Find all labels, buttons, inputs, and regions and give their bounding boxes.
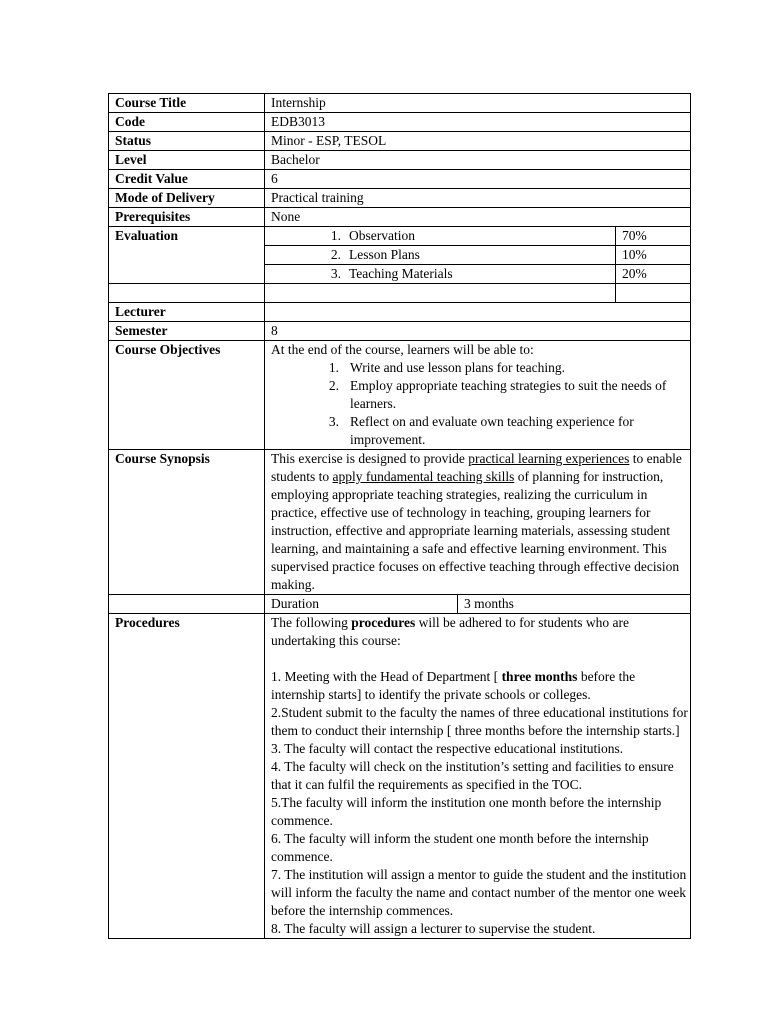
eval-name: Observation bbox=[349, 228, 415, 243]
delivery-label: Mode of Delivery bbox=[109, 189, 265, 208]
evaluation-cell bbox=[265, 227, 691, 284]
procedure-step: 2.Student submit to the faculty the names of three educational institutions for them to conduct their internship [ three months before the internship starts.] bbox=[271, 705, 688, 738]
lecturer-label: Lecturer bbox=[109, 303, 265, 322]
objectives-intro: At the end of the course, learners will be able to: bbox=[271, 342, 534, 357]
procedure-step: 1. Meeting with the Head of Department [ three months before the internship starts] to identify the private schools or colleges. bbox=[271, 669, 636, 702]
procedures-intro: The following procedures will be adhered to for students who are undertaking this course: bbox=[271, 615, 629, 648]
credit-label: Credit Value bbox=[109, 170, 265, 189]
row-credit-value bbox=[109, 170, 691, 189]
lecturer-value bbox=[265, 303, 691, 322]
row-mode-of-delivery bbox=[109, 189, 691, 208]
row-status bbox=[109, 132, 691, 151]
row-code bbox=[109, 113, 691, 132]
objectives-list bbox=[271, 359, 690, 449]
evaluation-item bbox=[265, 227, 690, 246]
eval-num: 1. bbox=[330, 228, 341, 243]
procedure-step: 6. The faculty will inform the student one month before the internship commence. bbox=[271, 831, 649, 864]
procedure-step: 5.The faculty will inform the institution one month before the internship commence. bbox=[271, 795, 662, 828]
row-lecturer bbox=[109, 303, 691, 322]
evaluation-table bbox=[265, 227, 690, 283]
procedure-step: 8. The faculty will assign a lecturer to supervise the student. bbox=[271, 921, 596, 936]
credit-value: 6 bbox=[265, 170, 691, 189]
code-label: Code bbox=[109, 113, 265, 132]
objectives-cell bbox=[265, 341, 691, 450]
procedures-cell bbox=[265, 614, 691, 939]
row-evaluation bbox=[109, 227, 691, 284]
semester-label: Semester bbox=[109, 322, 265, 341]
eval-num: 2. bbox=[330, 247, 341, 262]
evaluation-item bbox=[265, 265, 690, 284]
prereq-value: None bbox=[265, 208, 691, 227]
course-title-label: Course Title bbox=[109, 94, 265, 113]
eval-pct: 10% bbox=[616, 246, 691, 265]
procedure-step: 3. The faculty will contact the respective educational institutions. bbox=[271, 741, 624, 756]
eval-name: Teaching Materials bbox=[349, 266, 453, 281]
row-semester bbox=[109, 322, 691, 341]
synopsis-text: This exercise is designed to provide practical learning experiences to enable students to apply fundamental teaching skills of planning for instruction, employing appropriate teaching strategies, realizing the curriculum in practice, effective use of technology in teaching, grouping learners for instruction, effective and appropriate learning materials, assessing student learning, and maintaining a safe and effective learning environment. This supervised practice focuses on effective teaching through effective decision making. bbox=[265, 450, 691, 595]
procedure-step: 7. The institution will assign a mentor to guide the student and the institution will inform the faculty the name and contact number of the mentor one week before the internship commences. bbox=[271, 867, 687, 918]
level-value: Bachelor bbox=[265, 151, 691, 170]
delivery-value: Practical training bbox=[265, 189, 691, 208]
eval-pct: 20% bbox=[616, 265, 691, 284]
code-value: EDB3013 bbox=[265, 113, 691, 132]
row-level bbox=[109, 151, 691, 170]
row-course-objectives bbox=[109, 341, 691, 450]
row-prerequisites bbox=[109, 208, 691, 227]
prereq-label: Prerequisites bbox=[109, 208, 265, 227]
procedures-label: Procedures bbox=[109, 614, 265, 939]
objective-item: 2. Employ appropriate teaching strategies to suit the needs of learners. bbox=[328, 378, 667, 411]
row-duration bbox=[109, 595, 691, 614]
duration-value: 3 months bbox=[458, 595, 691, 613]
row-blank bbox=[109, 284, 691, 303]
objective-item: 1. Write and use lesson plans for teaching. bbox=[328, 360, 566, 375]
semester-value: 8 bbox=[265, 322, 691, 341]
procedure-step: 4. The faculty will check on the institution’s setting and facilities to ensure that it can fulfil the requirements as specified in the TOC. bbox=[271, 759, 674, 792]
row-course-title bbox=[109, 94, 691, 113]
evaluation-item bbox=[265, 246, 690, 265]
eval-pct: 70% bbox=[616, 227, 691, 246]
row-procedures bbox=[109, 614, 691, 939]
course-title-value: Internship bbox=[265, 94, 691, 113]
eval-num: 3. bbox=[330, 266, 341, 281]
evaluation-label: Evaluation bbox=[109, 227, 265, 284]
status-label: Status bbox=[109, 132, 265, 151]
eval-name: Lesson Plans bbox=[349, 247, 420, 262]
level-label: Level bbox=[109, 151, 265, 170]
objective-item: 3. Reflect on and evaluate own teaching experience for improvement. bbox=[328, 414, 634, 447]
duration-label: Duration bbox=[271, 596, 319, 611]
course-info-table bbox=[108, 93, 691, 939]
synopsis-label: Course Synopsis bbox=[109, 450, 265, 595]
objectives-label: Course Objectives bbox=[109, 341, 265, 450]
row-course-synopsis bbox=[109, 450, 691, 595]
status-value: Minor - ESP, TESOL bbox=[265, 132, 691, 151]
